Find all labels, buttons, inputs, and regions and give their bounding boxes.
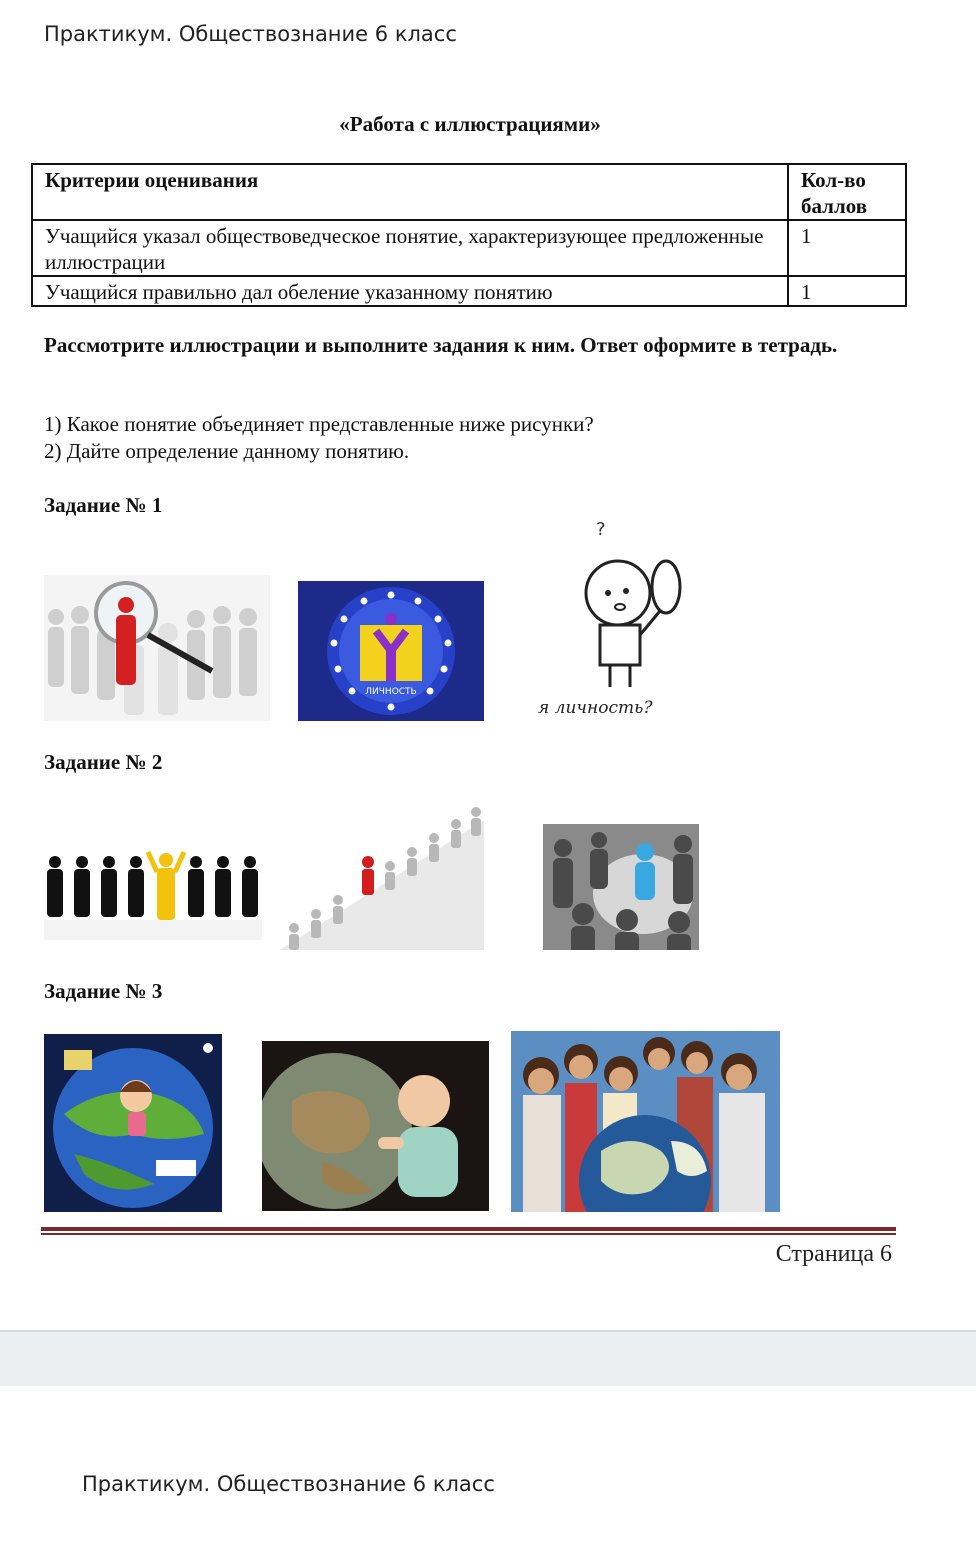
table-header-cell: Критерии оценивания <box>32 164 788 220</box>
svg-text:?: ? <box>596 519 606 540</box>
table-cell: Учащийся правильно дал обеление указанному понятию <box>32 276 788 306</box>
table-row <box>32 220 906 276</box>
table-cell: 1 <box>788 220 906 276</box>
table-cell: Учащийся указал обществоведческое понятие, характеризующее предложенные иллюстрации <box>32 220 788 276</box>
footer-rule <box>41 1227 896 1231</box>
page-header: Практикум. Обществознание 6 класс <box>82 1472 495 1496</box>
children-around-globe-image <box>511 1031 780 1212</box>
cartoon-caption: я личность? <box>538 698 653 718</box>
task-heading: Задание № 2 <box>44 750 163 774</box>
footer-rule-thin <box>41 1233 896 1235</box>
red-figure-on-stairs-image <box>280 800 484 950</box>
document-page-next <box>0 1386 976 1566</box>
instruction-text: Рассмотрите иллюстрации и выполните задания к ним. Ответ оформите в тетрадь. <box>44 333 838 357</box>
page-number: Страница 6 <box>775 1241 892 1267</box>
section-title: «Работа с иллюстрациями» <box>339 112 601 136</box>
cartoon-girl-globe-image <box>44 1034 222 1212</box>
table-header-cell: Кол-во баллов <box>788 164 906 220</box>
ya-lichnost-poster-image <box>298 581 484 721</box>
task-heading: Задание № 1 <box>44 493 163 517</box>
criteria-table <box>31 163 907 307</box>
question-item: 1) Какое понятие объединяет представленные ниже рисунки? <box>44 412 594 436</box>
baby-with-globe-image <box>262 1041 489 1211</box>
task-heading: Задание № 3 <box>44 979 163 1003</box>
cartoon-boy-mask-image <box>530 515 710 721</box>
question-list <box>44 411 594 465</box>
poster-caption: ЛИЧНОСТЬ <box>365 687 417 697</box>
magnifier-crowd-image <box>44 575 270 721</box>
table-row <box>32 276 906 306</box>
table-header-row <box>32 164 906 220</box>
table-cell: 1 <box>788 276 906 306</box>
question-item: 2) Дайте определение данному понятию. <box>44 439 410 463</box>
blue-figure-in-crowd-image <box>543 824 699 950</box>
page-separator <box>0 1330 976 1388</box>
page-header: Практикум. Обществознание 6 класс <box>44 22 457 46</box>
yellow-figure-in-row-image <box>44 850 262 940</box>
